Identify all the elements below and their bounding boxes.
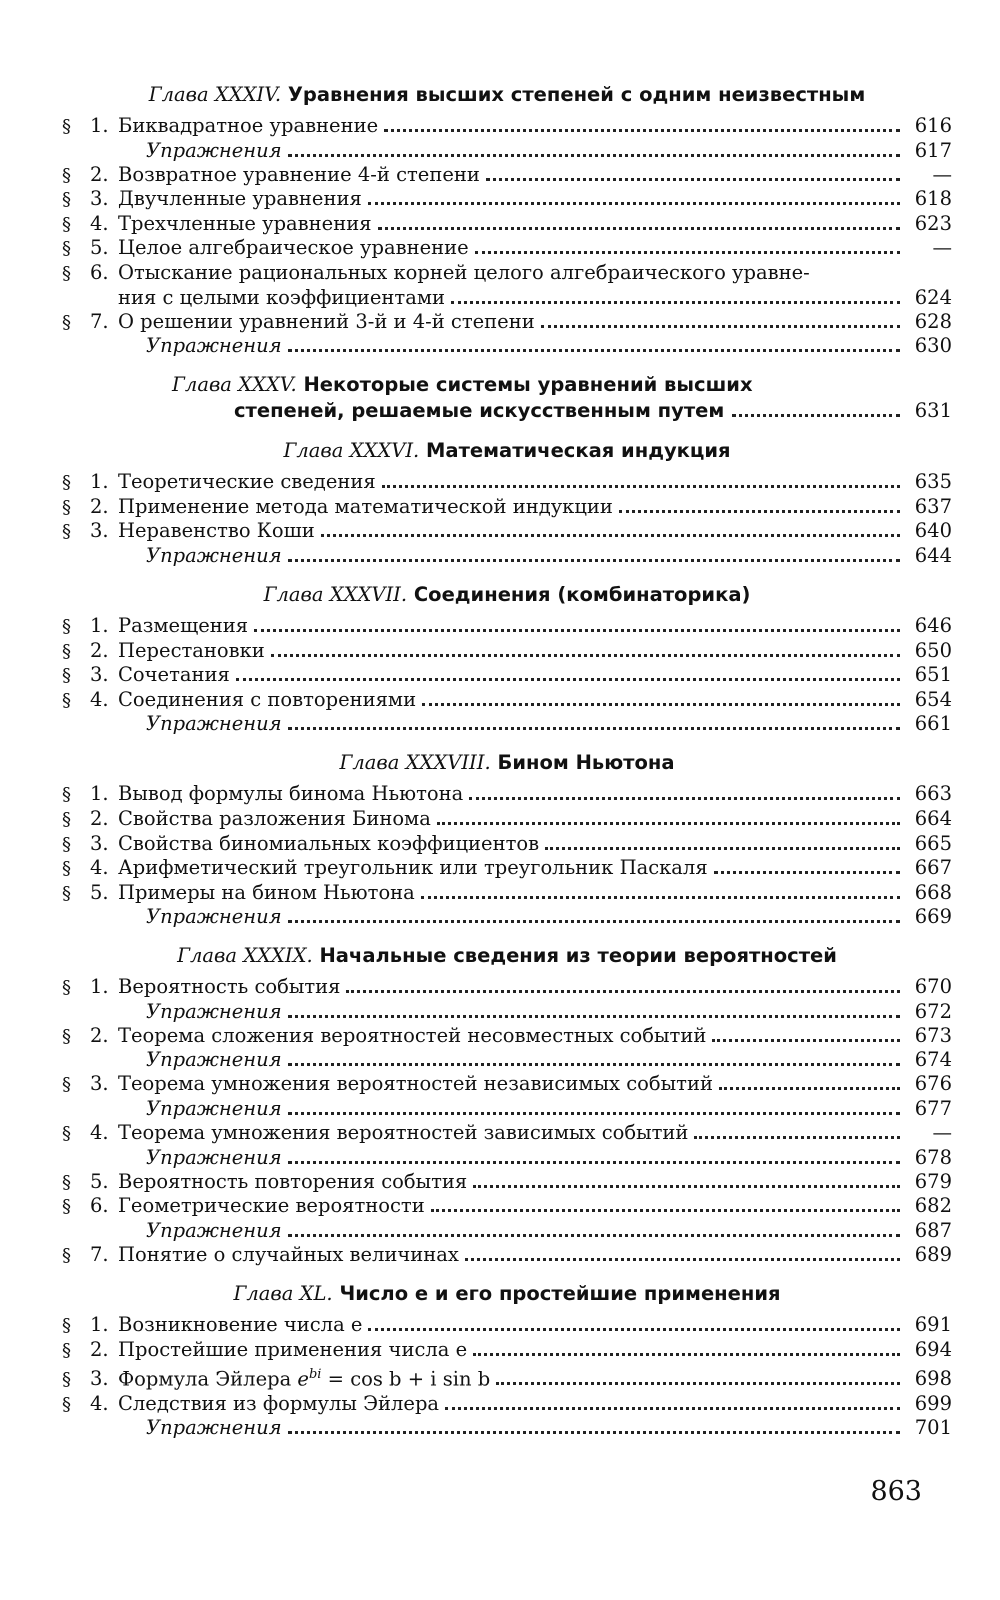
section-mark: § [62, 615, 71, 637]
entry-title: Соединения с повторениями [118, 687, 417, 711]
dot-leader [496, 1382, 900, 1385]
toc-entry [62, 1121, 952, 1146]
section-number: 7. [90, 309, 109, 333]
chapter-title: Соединения (комбинаторика) [413, 582, 751, 606]
toc-entry [62, 1072, 952, 1097]
dot-leader [421, 896, 900, 899]
section-mark: § [62, 1315, 71, 1337]
dot-leader [288, 1063, 900, 1066]
chapter-title: Уравнения высших степеней с одним неизвестным [287, 83, 866, 106]
dot-leader [545, 847, 900, 850]
section-mark: § [62, 1171, 71, 1193]
page-ref: 689 [914, 1242, 952, 1266]
section-number: 1. [90, 782, 109, 806]
dot-leader [288, 1015, 900, 1018]
page-ref: 682 [914, 1194, 952, 1218]
page-ref: 661 [914, 712, 952, 736]
page-ref: 667 [914, 856, 952, 880]
dot-leader [288, 1431, 900, 1434]
entry-title: Следствия из формулы Эйлера [118, 1391, 440, 1415]
toc-entry [62, 975, 952, 1000]
page-ref: 678 [914, 1145, 952, 1169]
page-ref: 676 [914, 1072, 952, 1096]
page-ref: 630 [914, 334, 952, 358]
chapter-heading [62, 943, 952, 969]
section-mark: § [62, 1340, 71, 1362]
exercises-entry [62, 905, 952, 929]
page-ref: 644 [914, 543, 952, 567]
entry-title: Свойства разложения Бинома [118, 806, 431, 830]
chapter-label: Глава XXXIX. [177, 944, 313, 968]
page-ref: 698 [914, 1367, 952, 1391]
entry-title: Упражнения [146, 1097, 282, 1121]
dot-leader [732, 414, 900, 417]
section-mark: § [62, 977, 71, 999]
section-mark: § [62, 640, 71, 662]
exercises-entry [62, 1146, 952, 1170]
page-ref: 618 [914, 187, 952, 211]
toc-entry [62, 1194, 952, 1219]
dot-leader [384, 129, 900, 132]
section-number: 2. [90, 638, 109, 662]
dot-leader [254, 629, 900, 632]
entry-title: Возвратное уравнение 4-й степени [118, 162, 480, 186]
toc-entry [62, 163, 952, 188]
toc-entry [62, 495, 952, 520]
entry-title: Отыскание рациональных корней целого алгебраического уравне- [118, 260, 810, 284]
section-number: 2. [90, 806, 109, 830]
page-ref: 640 [914, 519, 952, 543]
chapter-heading [62, 372, 952, 424]
entry-title: Возникновение числа e [118, 1313, 363, 1337]
page-ref: 664 [914, 806, 952, 830]
section-mark: § [62, 784, 71, 806]
entry-title-cont: ния с целыми коэффициентами [118, 285, 445, 309]
page-ref: 679 [914, 1169, 952, 1193]
chapter-title: Число e и его простейшие применения [339, 1282, 781, 1306]
dot-leader [541, 325, 900, 328]
chapter-label: Глава XXXVIII. [339, 751, 491, 775]
exercises-entry [62, 712, 952, 736]
entry-title: Трехчленные уравнения [118, 211, 372, 235]
dot-leader [422, 703, 900, 706]
chapter-label: Глава XL. [233, 1282, 333, 1306]
page-ref: 673 [914, 1023, 952, 1047]
section-number: 2. [90, 1338, 109, 1362]
page-ref: 669 [914, 905, 952, 929]
dot-leader [451, 301, 900, 304]
dot-leader [445, 1407, 900, 1410]
toc-entry [62, 1243, 952, 1268]
toc-entry-continued [62, 286, 952, 310]
dot-leader [719, 1087, 900, 1090]
chapter-title: Начальные сведения из теории вероятностей [319, 944, 837, 968]
toc-entry [62, 782, 952, 807]
dot-leader [694, 1136, 900, 1139]
dot-leader [346, 990, 900, 993]
exercises-entry [62, 1219, 952, 1243]
entry-title: Упражнения [146, 1145, 282, 1169]
entry-title: Целое алгебраическое уравнение [118, 236, 469, 260]
dot-leader [236, 678, 900, 681]
chapter-heading [62, 82, 952, 108]
entry-title: Простейшие применения числа e [118, 1338, 468, 1362]
dot-leader [288, 727, 900, 730]
page-ref: 623 [914, 211, 952, 235]
page-ref: 672 [914, 999, 952, 1023]
section-number: 3. [90, 663, 109, 687]
dot-leader [368, 1328, 900, 1331]
section-mark: § [62, 164, 71, 186]
section-number: 1. [90, 1313, 109, 1337]
entry-title: Двучленные уравнения [118, 187, 362, 211]
dot-leader [714, 871, 900, 874]
dot-leader [288, 1234, 900, 1237]
entry-title: Упражнения [146, 543, 282, 567]
exercises-entry [62, 334, 952, 358]
exercises-entry [62, 1097, 952, 1121]
chapter-heading [62, 438, 952, 464]
section-number: 6. [90, 1194, 109, 1218]
section-number: 2. [90, 1023, 109, 1047]
page-ref: — [932, 1121, 952, 1145]
section-mark: § [62, 1123, 71, 1145]
page-ref: 665 [914, 831, 952, 855]
dot-leader [465, 1258, 900, 1261]
toc-entry [62, 1313, 952, 1338]
toc-entry [62, 212, 952, 237]
toc-entry [62, 807, 952, 832]
chapter-title: Некоторые системы уравнений высших [303, 373, 753, 397]
section-mark: § [62, 1369, 71, 1391]
entry-title: Теорема сложения вероятностей несовместных событий [118, 1023, 707, 1047]
entry-title: О решении уравнений 3-й и 4-й степени [118, 309, 535, 333]
dot-leader [288, 1161, 900, 1164]
section-number: 1. [90, 470, 109, 494]
entry-title: Упражнения [146, 999, 282, 1023]
entry-title: Неравенство Коши [118, 519, 315, 543]
toc-entry [62, 639, 952, 664]
chapter-title: Бином Ньютона [497, 751, 675, 775]
page-number: 863 [870, 1476, 922, 1507]
entry-title: Вывод формулы бинома Ньютона [118, 782, 464, 806]
chapter-heading [62, 750, 952, 776]
dot-leader [288, 1112, 900, 1115]
dot-leader [437, 822, 900, 825]
section-number: 3. [90, 1367, 109, 1391]
section-number: 6. [90, 260, 109, 284]
section-number: 4. [90, 687, 109, 711]
page-ref: 616 [914, 114, 952, 137]
page-ref: 654 [914, 687, 952, 711]
toc-entry [62, 1024, 952, 1049]
page-ref: 650 [914, 638, 952, 662]
section-number: 1. [90, 975, 109, 999]
section-number: 4. [90, 856, 109, 880]
section-mark: § [62, 1074, 71, 1096]
page-ref: 699 [914, 1391, 952, 1415]
section-mark: § [62, 1196, 71, 1218]
toc-entry [62, 688, 952, 713]
toc-entry [62, 310, 952, 335]
dot-leader [288, 559, 900, 562]
section-mark: § [62, 262, 71, 284]
entry-title: Упражнения [146, 712, 282, 736]
dot-leader [368, 202, 900, 205]
page-ref: 617 [914, 138, 952, 162]
toc-entry [62, 1392, 952, 1417]
toc-entry [62, 261, 952, 286]
section-number: 5. [90, 880, 109, 904]
chapter-label: Глава XXXV. [172, 373, 297, 397]
dot-leader [473, 1185, 900, 1188]
section-mark: § [62, 116, 71, 137]
chapter-label: Глава XXXIV. [148, 83, 282, 106]
entry-title: Упражнения [146, 1218, 282, 1242]
section-number: 3. [90, 187, 109, 211]
dot-leader [378, 227, 901, 230]
page-ref: 635 [914, 470, 952, 494]
chapter-heading [62, 582, 952, 608]
toc-entry [62, 832, 952, 857]
section-number: 2. [90, 494, 109, 518]
section-mark: § [62, 238, 71, 260]
section-number: 3. [90, 519, 109, 543]
page-ref: 670 [914, 975, 952, 999]
toc-entry [62, 114, 952, 139]
page-ref: 668 [914, 880, 952, 904]
entry-title: Применение метода математической индукции [118, 494, 613, 518]
section-mark: § [62, 665, 71, 687]
section-mark: § [62, 1025, 71, 1047]
page-ref: 691 [914, 1313, 952, 1337]
section-number: 7. [90, 1242, 109, 1266]
section-number: 5. [90, 1169, 109, 1193]
section-number: 4. [90, 1121, 109, 1145]
entry-title: Упражнения [146, 1416, 282, 1440]
table-of-contents [62, 82, 952, 1440]
entry-title: Упражнения [146, 138, 282, 162]
entry-title: Теорема умножения вероятностей зависимых событий [118, 1121, 689, 1145]
dot-leader [469, 797, 900, 800]
dot-leader [431, 1209, 900, 1212]
entry-title: Вероятность события [118, 975, 341, 999]
entry-title: Геометрические вероятности [118, 1194, 425, 1218]
dot-leader [712, 1039, 900, 1042]
page-ref: — [932, 236, 952, 260]
chapter-heading [62, 1281, 952, 1307]
section-mark: § [62, 689, 71, 711]
page-ref: 624 [914, 285, 952, 309]
section-mark: § [62, 1393, 71, 1415]
toc-entry [62, 1170, 952, 1195]
page-ref: 663 [914, 782, 952, 806]
page-ref: 674 [914, 1048, 952, 1072]
section-mark: § [62, 1244, 71, 1266]
toc-entry [62, 187, 952, 212]
toc-entry [62, 1363, 952, 1392]
entry-title: Арифметический треугольник или треугольник Паскаля [118, 856, 708, 880]
dot-leader [288, 349, 900, 352]
chapter-label: Глава XXXVII. [263, 582, 408, 606]
entry-title: Понятие о случайных величинах [118, 1242, 459, 1266]
section-mark: § [62, 496, 71, 518]
entry-title: Формула Эйлера $e^{bi} = \cos b + i$ sin b [118, 1366, 491, 1391]
page-ref: 628 [914, 309, 952, 333]
section-number: 1. [90, 613, 109, 637]
section-mark: § [62, 189, 71, 211]
entry-title: Примеры на бином Ньютона [118, 880, 415, 904]
dot-leader [288, 154, 900, 157]
page-ref: 694 [914, 1338, 952, 1362]
entry-title: Упражнения [146, 905, 282, 929]
section-number: 3. [90, 831, 109, 855]
chapter-label: Глава XXXVI. [283, 439, 420, 463]
toc-entry [62, 614, 952, 639]
section-mark: § [62, 808, 71, 830]
section-number: 2. [90, 162, 109, 186]
dot-leader [288, 920, 900, 923]
page-ref: — [932, 162, 952, 186]
toc-entry [62, 236, 952, 261]
page-ref: 687 [914, 1218, 952, 1242]
chapter-title: Математическая индукция [426, 439, 731, 463]
exercises-entry [62, 544, 952, 568]
entry-title: Размещения [118, 613, 249, 637]
chapter-title-line2 [172, 398, 952, 424]
section-mark: § [62, 521, 71, 543]
dot-leader [473, 1353, 900, 1356]
entry-title: Биквадратное уравнение [118, 114, 379, 137]
entry-title: Теоретические сведения [118, 470, 376, 494]
toc-entry [62, 1338, 952, 1363]
section-number: 5. [90, 236, 109, 260]
dot-leader [619, 510, 900, 513]
page-ref: 701 [914, 1416, 952, 1440]
exercises-entry [62, 139, 952, 163]
entry-title: Упражнения [146, 334, 282, 358]
page-ref: 677 [914, 1097, 952, 1121]
entry-title: Перестановки [118, 638, 265, 662]
section-mark: § [62, 472, 71, 494]
dot-leader [486, 178, 900, 181]
section-mark: § [62, 882, 71, 904]
page-ref: 631 [914, 399, 952, 423]
toc-entry [62, 470, 952, 495]
exercises-entry [62, 1416, 952, 1440]
section-mark: § [62, 833, 71, 855]
page-ref: 637 [914, 494, 952, 518]
section-mark: § [62, 213, 71, 235]
entry-title: Вероятность повторения события [118, 1169, 468, 1193]
toc-entry [62, 856, 952, 881]
page-ref: 646 [914, 613, 952, 637]
dot-leader [382, 485, 900, 488]
entry-title: Теорема умножения вероятностей независимых событий [118, 1072, 713, 1096]
entry-title: Упражнения [146, 1048, 282, 1072]
toc-entry [62, 663, 952, 688]
dot-leader [321, 534, 900, 537]
page-ref: 651 [914, 663, 952, 687]
exercises-entry [62, 1048, 952, 1072]
exercises-entry [62, 1000, 952, 1024]
section-number: 4. [90, 211, 109, 235]
entry-title: Свойства биномиальных коэффициентов [118, 831, 540, 855]
section-mark: § [62, 311, 71, 333]
section-number: 4. [90, 1391, 109, 1415]
chapter-title-cont: степеней, решаемые искусственным путем [234, 399, 725, 423]
section-number: 1. [90, 114, 109, 137]
dot-leader [475, 251, 900, 254]
section-mark: § [62, 858, 71, 880]
toc-entry [62, 519, 952, 544]
dot-leader [271, 654, 900, 657]
toc-entry [62, 881, 952, 906]
entry-title: Сочетания [118, 663, 230, 687]
section-number: 3. [90, 1072, 109, 1096]
